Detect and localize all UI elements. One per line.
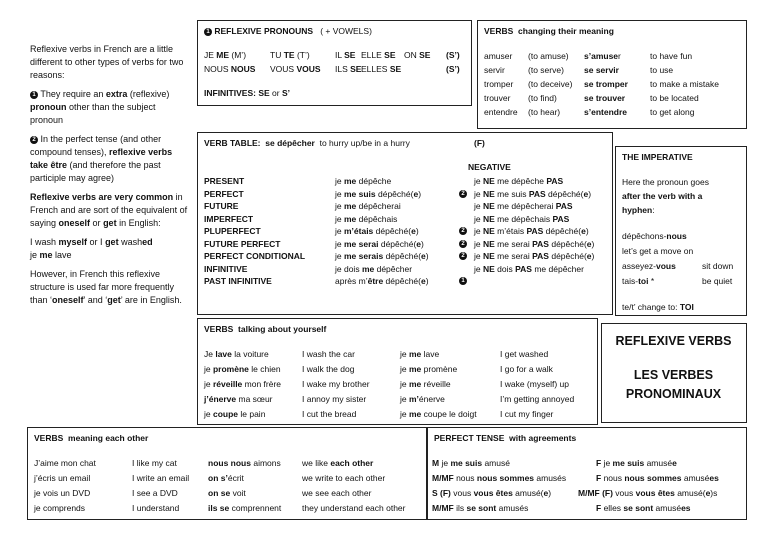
imperative-title: THE IMPERATIVE <box>622 152 693 162</box>
perfect-title: PERFECT TENSE with agreements <box>434 433 577 443</box>
verb-table-row: IMPERFECT je me dépêchais je NE me dépêchais PAS <box>204 213 570 224</box>
imperative-line-2: after the verb with a <box>622 191 703 201</box>
agreement-bullet-icon: 1 <box>459 277 467 285</box>
main-title-fr-1: LES VERBES <box>633 368 714 382</box>
title-box <box>601 323 747 423</box>
meaning-title: VERBS changing their meaning <box>484 26 614 36</box>
agreement-bullet-icon: 2 <box>459 252 467 260</box>
main-title-en: REFLEXIVE VERBS <box>615 334 732 348</box>
eachother-box: VERBS meaning each other J’aime mon chat I like my cat nous nous aimons we like each other j’écris un email I write an email on s’écrit we write to each other je vois un DVD I see a DVD on se voit we see each other je comprends I understand ils se comprennent they understand each other <box>27 427 427 520</box>
intro-p3: 2 In the perfect tense (and other compound tenses), reflexive verbs take être (and therefore the past participle may agree) <box>30 134 173 183</box>
imperative-note: te/t’ change to: TOI <box>622 302 694 312</box>
agreement-bullet-icon: 2 <box>459 227 467 235</box>
verb-table-row: FUTURE PERFECT je me serai dépêché(e) 2 je NE me serai PAS dépêché(e) <box>204 238 595 249</box>
verb-table-row: PRESENT je me dépêche je NE me dépêche PAS <box>204 176 564 186</box>
intro-p6: However, in French this reflexive structure is used far more frequently than ‘oneself’ and ‘get’ are in English. <box>30 269 182 305</box>
meaning-box: VERBS changing their meaning amuser (to amuse) s’amuser to have fun servir (to serve) se servir to use tromper (to deceive) se tromper to make a mistake trouver (to find) se trouver to be located entendre (to hear) s’entendre to get along <box>477 20 747 129</box>
imperative-example-4: tais-toi * be quiet <box>622 276 733 286</box>
eachother-title: VERBS meaning each other <box>34 433 149 443</box>
imperative-example-2: let’s get a move on <box>622 246 694 256</box>
pronouns-title: 1 REFLEXIVE PRONOUNS ( + VOWELS) <box>204 26 372 36</box>
verb-table-row: PERFECT CONDITIONAL je me serais dépêché(e) 2 je NE me serai PAS dépêché(e) <box>204 251 595 261</box>
perfect-box: PERFECT TENSE with agreements M je me suis amusé F je me suis amusée M/MF nous nous sommes amusés F nous nous sommes amusées S (F) vous vous êtes amusé(e) M/MF (F) vous vous êtes amusé(e)s M/MF ils se sont amusés F elles se sont amusées <box>427 427 747 520</box>
bullet-1-icon: 1 <box>30 91 38 99</box>
verb-table-row: PAST INFINITIVE après m’être dépêché(e) 1 <box>204 276 609 288</box>
verb-table-box <box>197 132 613 315</box>
pronouns-box: 1 REFLEXIVE PRONOUNS ( + VOWELS) JE ME (M’) TU TE (T’) IL SE ELLE SE ON SE (S’) NOUS NOUS VOUS VOUS ILS SE ELLES SE (S’) INFINITIVES: SE or S’ <box>197 20 472 106</box>
bullet-2-icon: 2 <box>30 136 38 144</box>
main-title-fr-2: PRONOMINAUX <box>625 387 722 401</box>
imperative-line-1: Here the pronoun goes <box>622 177 709 187</box>
agreement-bullet-icon: 2 <box>459 190 467 198</box>
intro-panel <box>30 43 188 313</box>
pronouns-infinitives: INFINITIVES: SE or S’ <box>204 88 290 98</box>
agreement-bullet-icon: 2 <box>459 240 467 248</box>
verb-table-row: PERFECT je me suis dépêché(e) 2 je NE me suis PAS dépêché(e) <box>204 188 592 199</box>
intro-p5: I wash myself or I get washed je me lave <box>30 237 153 260</box>
negative-heading: NEGATIVE <box>468 162 511 172</box>
yourself-box: VERBS talking about yourself Je lave la voiture I wash the car je me lave I get washed je promène le chien I walk the dog je me promène I go for a walk je réveille mon frère I wake my brother je me réveille I wake (myself) up j’énerve ma sœur I annoy my sister je m’énerve I’m getting annoyed je coupe le pain I cut the bread je me coupe le doigt I cut my finger <box>197 318 598 425</box>
verb-table-row: INFINITIVE je dois me dépêcher je NE dois PAS me dépêcher <box>204 263 584 274</box>
intro-p1: Reflexive verbs in French are a little different to other types of verbs for two reasons: <box>30 44 184 80</box>
imperative-example-1: dépêchons-nous <box>622 231 687 241</box>
verb-table-row: PLUPERFECT je m’étais dépêché(e) 2 je NE m’étais PAS dépêché(e) <box>204 226 589 236</box>
imperative-line-3: hyphen: <box>622 205 655 215</box>
intro-p4: Reflexive verbs are very common in French and are sort of the equivalent of saying oneself or get in English: <box>30 192 188 228</box>
verb-table-title: VERB TABLE: se dépêcher to hurry up/be in a hurry (F) <box>204 138 485 148</box>
imperative-example-3: asseyez-vous sit down <box>622 261 734 271</box>
imperative-box <box>615 146 747 316</box>
intro-p2: 1 They require an extra (reflexive) pronoun other than the subject pronoun <box>30 89 170 125</box>
bullet-1-icon: 1 <box>204 28 212 36</box>
yourself-title: VERBS talking about yourself <box>204 324 327 334</box>
verb-table-row: FUTURE je me dépêcherai je NE me dépêcherai PAS <box>204 201 573 211</box>
